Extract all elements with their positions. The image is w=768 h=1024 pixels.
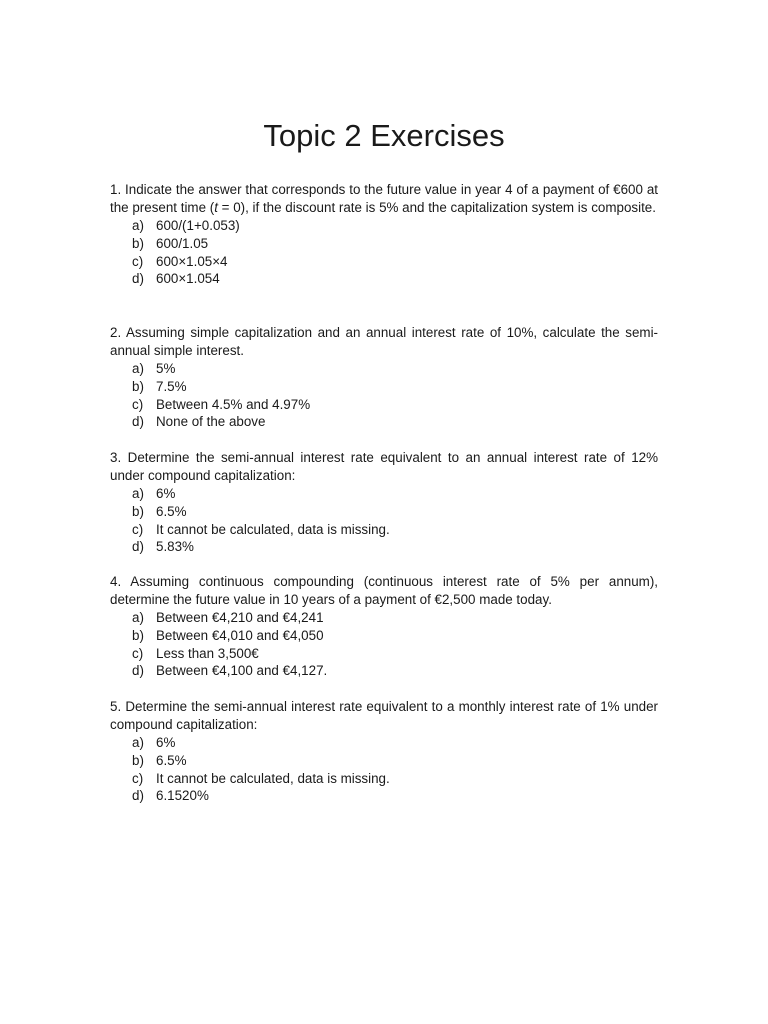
question-5: [110, 698, 658, 805]
answer-option-b: [110, 503, 658, 521]
question-text: [110, 181, 658, 217]
question-text: 5. Determine the semi-annual interest rate equivalent to a monthly interest rate of 1% under compound capitalization:: [110, 699, 658, 732]
option-letter: c): [132, 770, 144, 786]
question-text: 4. Assuming continuous compounding (continuous interest rate of 5% per annum), determine the future value in 10 years of a payment of €2,500 made today.: [110, 574, 658, 607]
option-letter: d): [132, 539, 144, 555]
option-text: 600/1.05: [156, 235, 209, 251]
answer-option-a: [110, 734, 658, 752]
option-letter: d): [132, 414, 144, 430]
option-letter: b): [132, 503, 144, 519]
option-text: Between €4,010 and €4,050: [156, 627, 324, 643]
option-letter: b): [132, 752, 144, 768]
option-text: Less than 3,500€: [156, 645, 259, 661]
option-text: None of the above: [156, 414, 266, 430]
question-4: [110, 573, 658, 680]
answer-options: [110, 609, 658, 680]
option-text: Between €4,100 and €4,127.: [156, 663, 328, 679]
option-text: 6.5%: [156, 503, 187, 519]
option-letter: d): [132, 788, 144, 804]
answer-option-d: [110, 538, 658, 556]
answer-option-b: [110, 378, 658, 396]
option-letter: a): [132, 486, 144, 501]
option-text: 6%: [156, 735, 176, 750]
answer-options: [110, 734, 658, 805]
option-letter: a): [132, 735, 144, 750]
answer-option-d: [110, 787, 658, 805]
question-1: [110, 181, 658, 288]
answer-option-b: [110, 235, 658, 253]
answer-option-a: [110, 217, 658, 235]
answer-option-b: [110, 752, 658, 770]
answer-option-c: [110, 253, 658, 271]
option-text: Between €4,210 and €4,241: [156, 610, 324, 625]
option-text: 6.1520%: [156, 788, 209, 804]
question-text-part: 1. Indicate the answer that corresponds to the future value in year 4 of a payment of €600 at the present time (: [110, 182, 658, 215]
option-text: 5%: [156, 361, 176, 376]
option-letter: d): [132, 663, 144, 679]
question-2: [110, 324, 658, 431]
option-text: 7.5%: [156, 378, 187, 394]
option-letter: a): [132, 218, 144, 233]
option-letter: a): [132, 610, 144, 625]
answer-option-a: [110, 360, 658, 378]
option-text: Between 4.5% and 4.97%: [156, 396, 311, 412]
answer-option-d: [110, 413, 658, 431]
option-text: 600×1.054: [156, 271, 220, 287]
answer-option-b: [110, 627, 658, 645]
option-text: 6.5%: [156, 752, 187, 768]
question-text-part: = 0), if the discount rate is 5% and the capitalization system is composite.: [217, 200, 656, 215]
answer-option-c: [110, 396, 658, 414]
answer-option-a: [110, 609, 658, 627]
question-text: 2. Assuming simple capitalization and an annual interest rate of 10%, calculate the semi-annual simple interest.: [110, 325, 658, 358]
answer-options: [110, 485, 658, 556]
option-letter: b): [132, 627, 144, 643]
option-text: It cannot be calculated, data is missing.: [156, 770, 390, 786]
option-letter: c): [132, 645, 144, 661]
option-letter: c): [132, 396, 144, 412]
answer-option-c: [110, 521, 658, 539]
answer-option-c: [110, 770, 658, 788]
option-text: 600/(1+0.053): [156, 218, 240, 233]
answer-option-c: [110, 645, 658, 663]
option-letter: b): [132, 235, 144, 251]
answer-option-a: [110, 485, 658, 503]
option-text: 5.83%: [156, 539, 194, 555]
option-letter: c): [132, 521, 144, 537]
answer-options: [110, 360, 658, 431]
answer-options: [110, 217, 658, 288]
answer-option-d: [110, 270, 658, 288]
question-text: 3. Determine the semi-annual interest rate equivalent to an annual interest rate of 12% under compound capitalization:: [110, 450, 658, 483]
option-letter: c): [132, 253, 144, 269]
option-letter: b): [132, 378, 144, 394]
option-letter: d): [132, 271, 144, 287]
question-variable: t: [214, 200, 218, 215]
option-text: 600×1.05×4: [156, 253, 228, 269]
question-3: [110, 449, 658, 556]
page-title: Topic 2 Exercises: [263, 118, 505, 153]
option-letter: a): [132, 361, 144, 376]
option-text: 6%: [156, 486, 176, 501]
option-text: It cannot be calculated, data is missing.: [156, 521, 390, 537]
answer-option-d: [110, 662, 658, 680]
